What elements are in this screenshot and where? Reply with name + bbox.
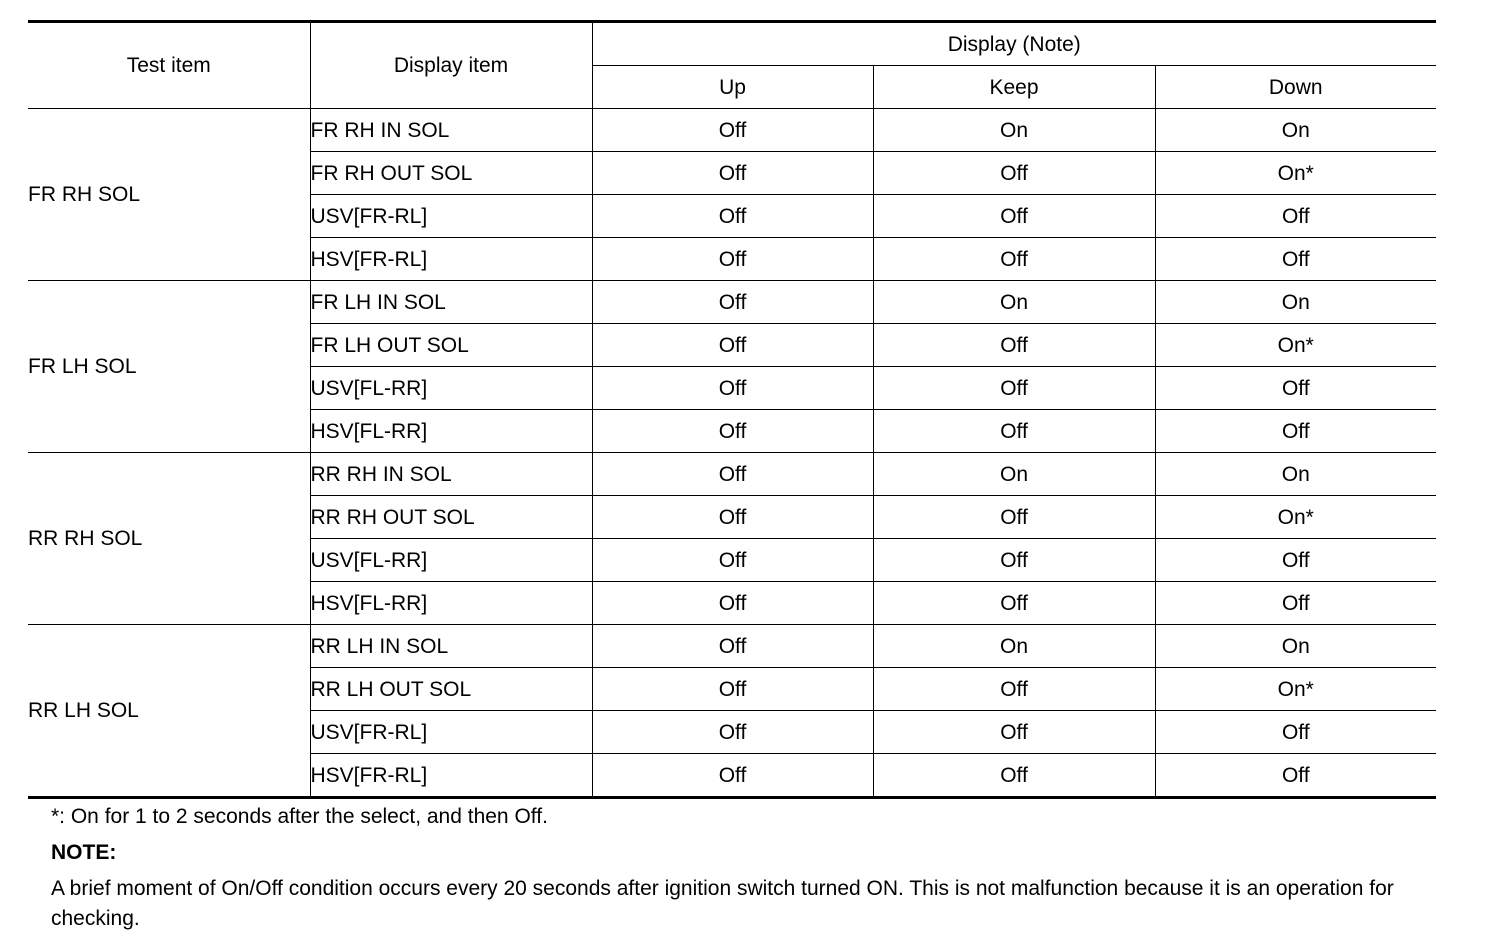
up-value-cell: Off bbox=[592, 410, 873, 453]
down-value-cell: Off bbox=[1155, 238, 1436, 281]
down-value-cell: On* bbox=[1155, 668, 1436, 711]
up-value-cell: Off bbox=[592, 625, 873, 668]
table-row bbox=[28, 109, 1436, 152]
display-item-cell: USV[FL-RR] bbox=[310, 367, 592, 410]
table-row bbox=[28, 453, 1436, 496]
header-display-item: Display item bbox=[310, 22, 592, 109]
up-value-cell: Off bbox=[592, 496, 873, 539]
down-value-cell: On* bbox=[1155, 496, 1436, 539]
table-row bbox=[28, 281, 1436, 324]
keep-value-cell: On bbox=[873, 281, 1155, 324]
keep-value-cell: Off bbox=[873, 754, 1155, 798]
down-value-cell: Off bbox=[1155, 410, 1436, 453]
test-item-cell: RR LH SOL bbox=[28, 625, 310, 798]
display-item-cell: FR RH OUT SOL bbox=[310, 152, 592, 195]
display-item-cell: USV[FR-RL] bbox=[310, 711, 592, 754]
keep-value-cell: On bbox=[873, 453, 1155, 496]
down-value-cell: Off bbox=[1155, 711, 1436, 754]
display-item-cell: HSV[FR-RL] bbox=[310, 238, 592, 281]
header-test-item: Test item bbox=[28, 22, 310, 109]
keep-value-cell: On bbox=[873, 109, 1155, 152]
up-value-cell: Off bbox=[592, 539, 873, 582]
document bbox=[28, 20, 1436, 799]
notes-section bbox=[51, 804, 1446, 934]
up-value-cell: Off bbox=[592, 453, 873, 496]
display-item-cell: FR LH IN SOL bbox=[310, 281, 592, 324]
display-item-cell: FR RH IN SOL bbox=[310, 109, 592, 152]
display-item-cell: USV[FL-RR] bbox=[310, 539, 592, 582]
display-item-cell: USV[FR-RL] bbox=[310, 195, 592, 238]
test-item-cell: FR RH SOL bbox=[28, 109, 310, 281]
down-value-cell: Off bbox=[1155, 367, 1436, 410]
display-item-cell: HSV[FL-RR] bbox=[310, 582, 592, 625]
keep-value-cell: Off bbox=[873, 410, 1155, 453]
up-value-cell: Off bbox=[592, 668, 873, 711]
down-value-cell: On* bbox=[1155, 324, 1436, 367]
note-text: A brief moment of On/Off condition occurs every 20 seconds after ignition switch turned ON. This is not malfunction because it is an operation for checking. bbox=[51, 877, 1394, 930]
down-value-cell: Off bbox=[1155, 582, 1436, 625]
table-body bbox=[28, 109, 1436, 798]
keep-value-cell: Off bbox=[873, 367, 1155, 410]
display-item-cell: HSV[FL-RR] bbox=[310, 410, 592, 453]
note-label: NOTE: bbox=[51, 841, 117, 864]
display-item-cell: RR RH OUT SOL bbox=[310, 496, 592, 539]
display-item-cell: RR LH IN SOL bbox=[310, 625, 592, 668]
keep-value-cell: Off bbox=[873, 539, 1155, 582]
footnote: *: On for 1 to 2 seconds after the select, and then Off. bbox=[51, 805, 548, 828]
header-down: Down bbox=[1155, 66, 1436, 109]
keep-value-cell: Off bbox=[873, 582, 1155, 625]
up-value-cell: Off bbox=[592, 109, 873, 152]
up-value-cell: Off bbox=[592, 367, 873, 410]
down-value-cell: Off bbox=[1155, 539, 1436, 582]
header-display-note: Display (Note) bbox=[592, 22, 1436, 66]
up-value-cell: Off bbox=[592, 754, 873, 798]
test-item-cell: FR LH SOL bbox=[28, 281, 310, 453]
header-keep: Keep bbox=[873, 66, 1155, 109]
down-value-cell: Off bbox=[1155, 195, 1436, 238]
keep-value-cell: Off bbox=[873, 324, 1155, 367]
down-value-cell: On bbox=[1155, 281, 1436, 324]
keep-value-cell: Off bbox=[873, 496, 1155, 539]
keep-value-cell: Off bbox=[873, 711, 1155, 754]
down-value-cell: On bbox=[1155, 109, 1436, 152]
down-value-cell: On bbox=[1155, 453, 1436, 496]
up-value-cell: Off bbox=[592, 195, 873, 238]
up-value-cell: Off bbox=[592, 152, 873, 195]
up-value-cell: Off bbox=[592, 324, 873, 367]
display-item-cell: FR LH OUT SOL bbox=[310, 324, 592, 367]
down-value-cell: On* bbox=[1155, 152, 1436, 195]
table-row bbox=[28, 625, 1436, 668]
header-up: Up bbox=[592, 66, 873, 109]
down-value-cell: On bbox=[1155, 625, 1436, 668]
down-value-cell: Off bbox=[1155, 754, 1436, 798]
keep-value-cell: Off bbox=[873, 668, 1155, 711]
up-value-cell: Off bbox=[592, 711, 873, 754]
up-value-cell: Off bbox=[592, 582, 873, 625]
display-item-cell: RR RH IN SOL bbox=[310, 453, 592, 496]
up-value-cell: Off bbox=[592, 281, 873, 324]
display-item-cell: HSV[FR-RL] bbox=[310, 754, 592, 798]
display-item-cell: RR LH OUT SOL bbox=[310, 668, 592, 711]
active-test-table bbox=[28, 20, 1436, 799]
keep-value-cell: Off bbox=[873, 152, 1155, 195]
up-value-cell: Off bbox=[592, 238, 873, 281]
test-item-cell: RR RH SOL bbox=[28, 453, 310, 625]
keep-value-cell: Off bbox=[873, 195, 1155, 238]
keep-value-cell: On bbox=[873, 625, 1155, 668]
keep-value-cell: Off bbox=[873, 238, 1155, 281]
